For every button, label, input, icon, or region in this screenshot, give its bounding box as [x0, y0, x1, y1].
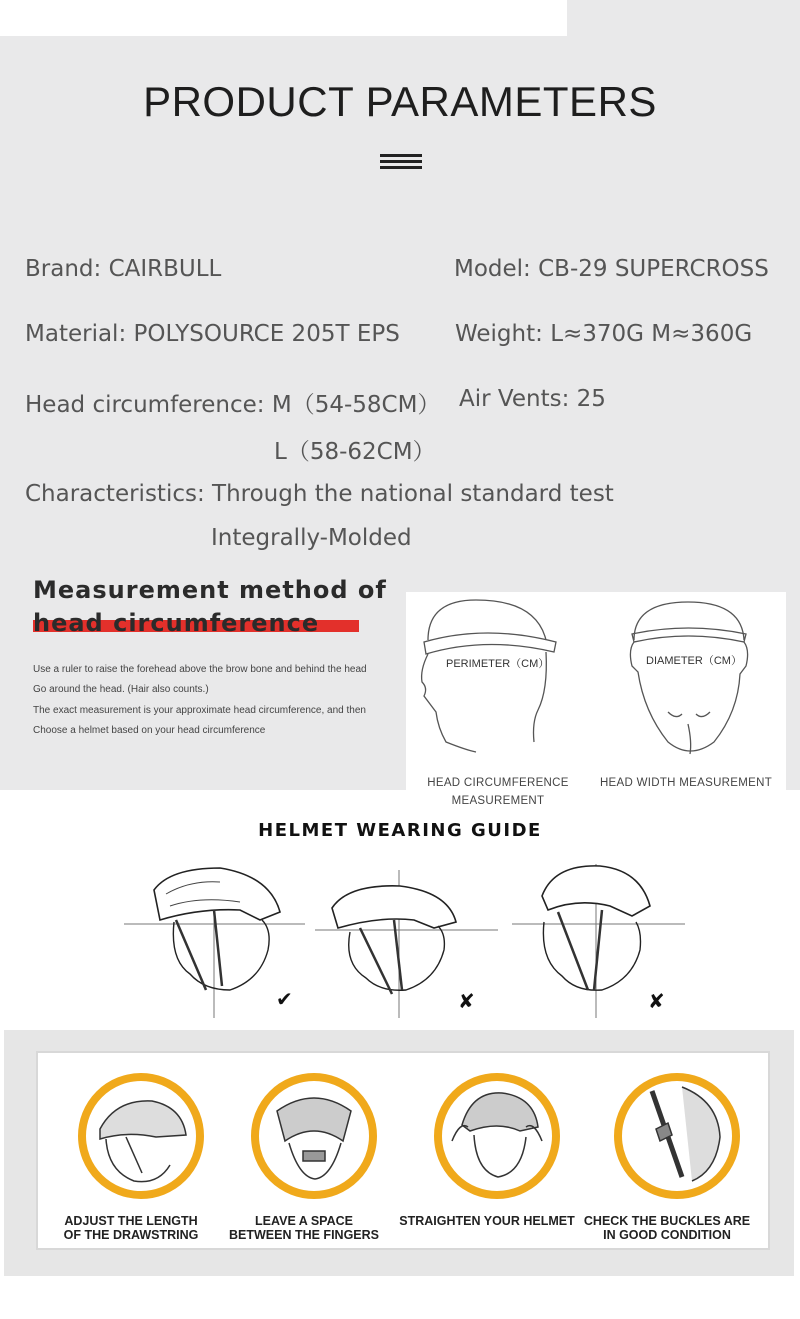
spec-air-vents: Air Vents: 25 [459, 386, 606, 412]
step-check-buckles [576, 1053, 756, 1248]
helmet-wrong-figure-2 [512, 864, 685, 1018]
step-adjust-drawstring [40, 1053, 220, 1248]
instruction-line: Use a ruler to raise the forehead above the brow bone and behind the head [33, 664, 367, 675]
spec-head-circumference-m: Head circumference: M（54-58CM） [25, 392, 441, 418]
straighten-illustration-icon [434, 1073, 560, 1199]
steps-panel [36, 1051, 770, 1250]
top-white-strip [0, 0, 567, 36]
helmet-correct-figure [124, 868, 305, 1018]
instruction-line: Go around the head. (Hair also counts.) [33, 684, 209, 695]
spec-material: Material: POLYSOURCE 205T EPS [25, 321, 400, 347]
caption-line: MEASUREMENT [451, 795, 545, 807]
helmet-wearing-illustrations [110, 850, 690, 1025]
instruction-line: The exact measurement is your approximate head circumference, and then [33, 705, 366, 716]
triple-line-icon [380, 154, 422, 170]
step-leave-space [213, 1053, 393, 1248]
wrong-mark: ✘ [648, 989, 665, 1013]
caption-head-circumference [418, 774, 578, 810]
step-label: CHECK THE BUCKLES ARE IN GOOD CONDITION [583, 1214, 751, 1242]
spec-weight: Weight: L≈370G M≈360G [455, 321, 753, 347]
diameter-label: DIAMETER（CM） [646, 655, 742, 667]
drawstring-illustration-icon [78, 1073, 204, 1199]
spec-characteristics-2: Integrally-Molded [211, 525, 412, 551]
measurement-diagram [406, 592, 786, 814]
step-label: LEAVE A SPACE BETWEEN THE FINGERS [228, 1214, 379, 1242]
caption-line: HEAD CIRCUMFERENCE [427, 777, 569, 789]
spec-model: Model: CB-29 SUPERCROSS [454, 256, 769, 282]
spec-brand: Brand: CAIRBULL [25, 256, 222, 282]
fingers-illustration-icon [251, 1073, 377, 1199]
wrong-mark: ✘ [458, 989, 475, 1013]
instruction-line: Choose a helmet based on your head circumference [33, 725, 266, 736]
correct-mark: ✔ [276, 987, 293, 1011]
buckles-illustration-icon [614, 1073, 740, 1199]
caption-head-width: HEAD WIDTH MEASUREMENT [599, 777, 773, 789]
spec-characteristics: Characteristics: Through the national standard test [25, 481, 614, 507]
measurement-title-line2: head circumference [33, 609, 320, 637]
measurement-title [33, 574, 387, 640]
step-label: STRAIGHTEN YOUR HELMET [399, 1214, 575, 1228]
spec-head-circumference-l: L（58-62CM） [274, 439, 436, 465]
guide-title: HELMET WEARING GUIDE [258, 820, 542, 841]
step-label: ADJUST THE LENGTH OF THE DRAWSTRING [63, 1214, 199, 1242]
step-straighten-helmet [396, 1053, 576, 1248]
page-title: PRODUCT PARAMETERS [143, 78, 657, 125]
helmet-wrong-figure-1 [315, 870, 498, 1018]
perimeter-label: PERIMETER（CM） [446, 658, 550, 670]
measurement-title-line1: Measurement method of [33, 576, 387, 604]
